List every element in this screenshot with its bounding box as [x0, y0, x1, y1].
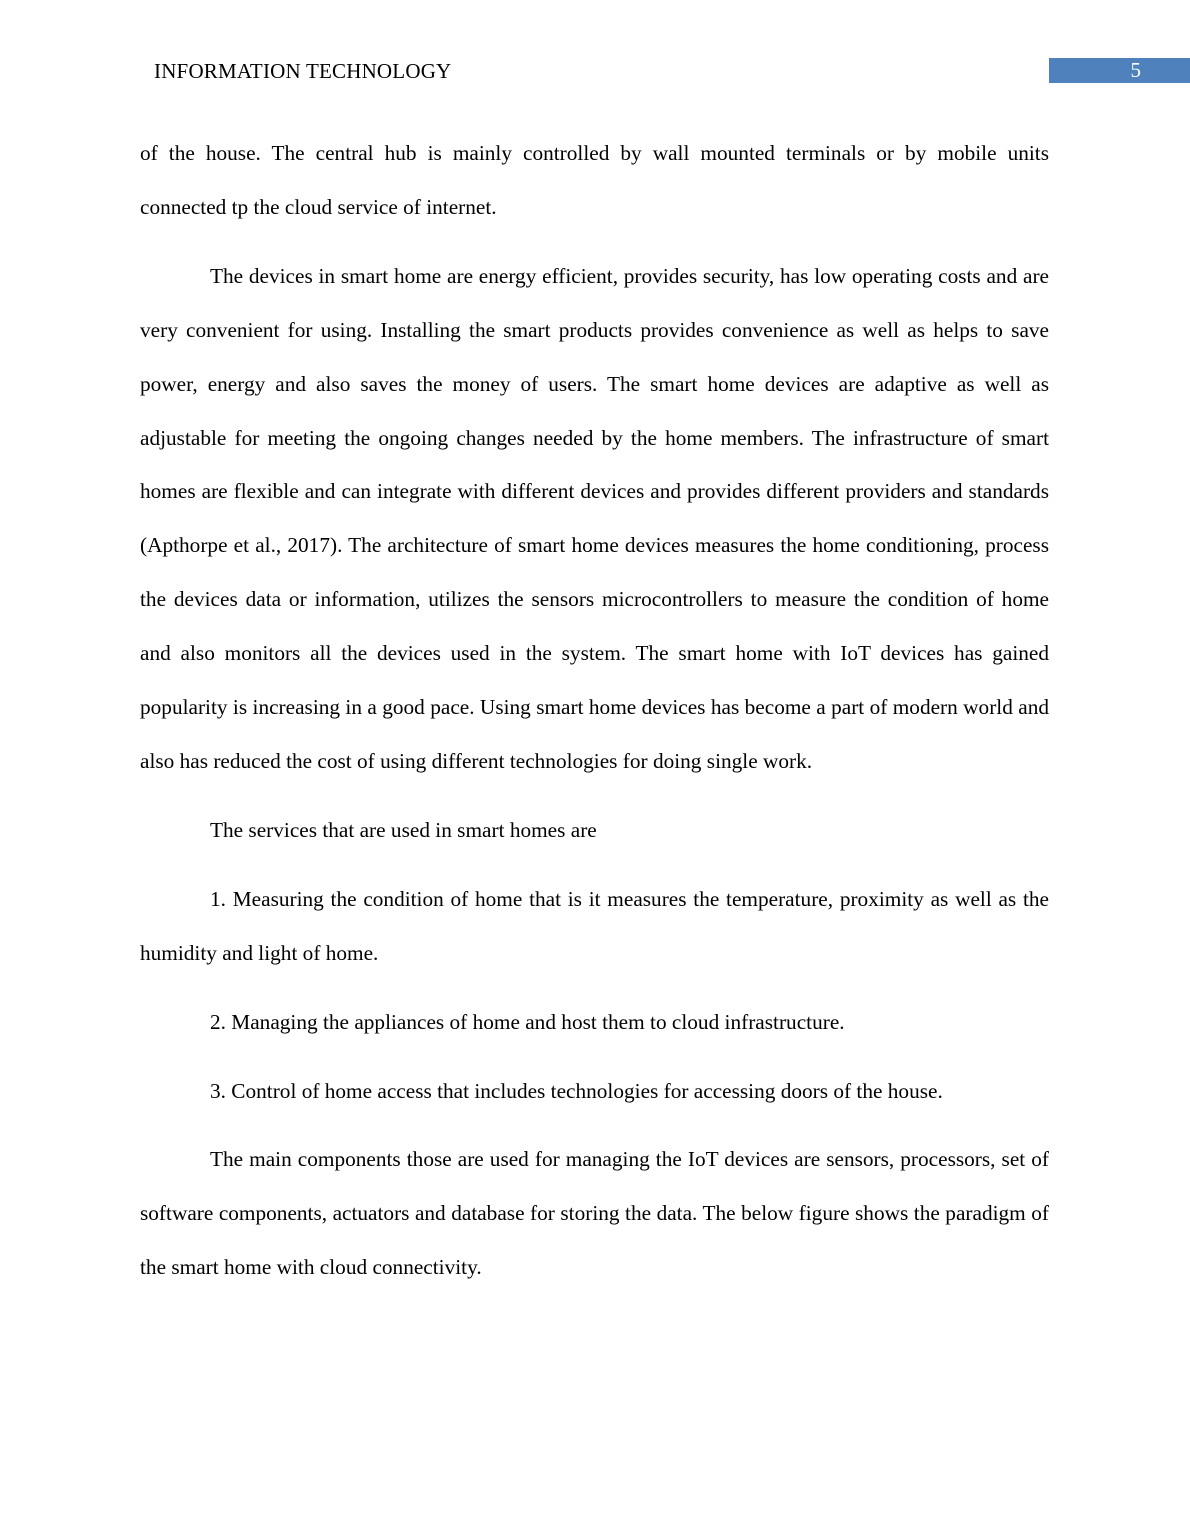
paragraph-services-intro: The services that are used in smart homes are — [210, 817, 597, 842]
paragraph-continuation: of the house. The central hub is mainly controlled by wall mounted terminals or by mobile units connected tp the cloud service of internet. — [140, 141, 1049, 219]
paragraph-main-components: The main components those are used for managing the IoT devices are sensors, processors, set of software components, actuators and database for storing the data. The below figure shows the paradigm of the smart home with cloud connectivity. — [140, 1147, 1049, 1280]
page-number-badge — [1049, 58, 1190, 83]
running-header-title: INFORMATION TECHNOLOGY — [154, 59, 452, 83]
list-item-service-1: 1. Measuring the condition of home that is it measures the temperature, proximity as well as the humidity and light of home. — [140, 886, 1049, 965]
list-item-service-2: 2. Managing the appliances of home and host them to cloud infrastructure. — [210, 1009, 845, 1034]
document-body — [140, 127, 1049, 1310]
list-item-service-3: 3. Control of home access that includes technologies for accessing doors of the house. — [210, 1078, 943, 1103]
page-number: 5 — [1130, 58, 1141, 82]
paragraph-smart-home-devices: The devices in smart home are energy efficient, provides security, has low operating costs and are very convenient for using. Installing the smart products provides convenience as well as helps to save power, energy and also saves the money of users. The smart home devices are adaptive as well as adjustable for meeting the ongoing changes needed by the home members. The infrastructure of smart homes are flexible and can integrate with different devices and provides different providers and standards (Apthorpe et al., 2017). The architecture of smart home devices measures the home conditioning, process the devices data or information, utilizes the sensors microcontrollers to measure the condition of home and also monitors all the devices used in the system. The smart home with IoT devices has gained popularity is increasing in a good pace. Using smart home devices has become a part of modern world and also has reduced the cost of using different technologies for doing single work. — [140, 263, 1049, 773]
